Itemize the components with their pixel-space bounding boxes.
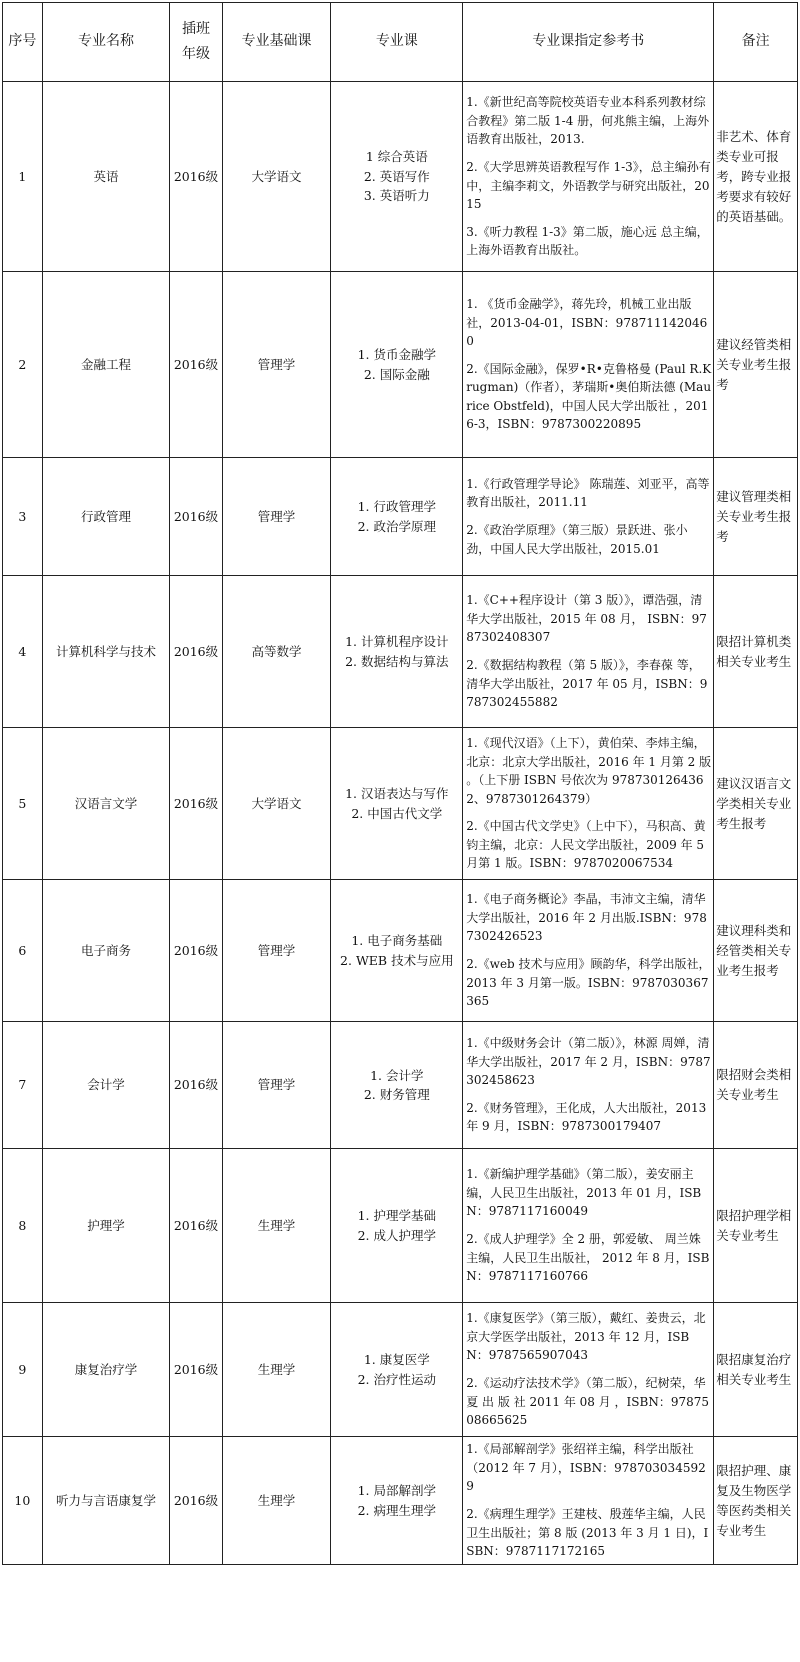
row-major: 汉语言文学 (42, 728, 170, 880)
row-major: 英语 (42, 82, 170, 272)
row-courses (331, 458, 463, 576)
row-courses (331, 1303, 463, 1437)
row-major: 康复治疗学 (42, 1303, 170, 1437)
row-basic-course: 生理学 (222, 1149, 331, 1303)
header-note: 备注 (714, 3, 798, 82)
row-note: 建议汉语言文学类相关专业考生报考 (714, 728, 798, 880)
row-seq: 9 (3, 1303, 43, 1437)
row-grade: 2016级 (170, 728, 222, 880)
reference-item: 2.《大学思辨英语教程写作 1-3》，总主编孙有中，主编李莉文，外语教学与研究出版社，2015 (466, 159, 711, 212)
row-major: 金融工程 (42, 272, 170, 458)
header-basic-course: 专业基础课 (222, 3, 331, 82)
course-item: 2. 数据结构与算法 (345, 653, 449, 669)
reference-item: 3.《听力教程 1-3》第二版，施心远 总主编，上海外语教育出版社。 (466, 224, 709, 258)
course-item: 1. 局部解剖学 (357, 1483, 437, 1499)
table-body (3, 82, 798, 1565)
course-item: 2. 病理生理学 (357, 1502, 437, 1518)
row-note: 建议理科类和经管类相关专业考生报考 (714, 880, 798, 1022)
row-basic-course: 高等数学 (222, 576, 331, 728)
reference-item: 2.《成人护理学》全 2 册，郭爱敏、 周兰姝主编，人民卫生出版社， 2012 年 8 月，ISBN：9787117160766 (466, 1232, 710, 1284)
course-item: 1. 电子商务基础 (351, 933, 443, 949)
row-seq: 10 (3, 1437, 43, 1565)
header-grade-line2: 年级 (181, 46, 210, 62)
course-item: 1. 汉语表达与写作 (345, 786, 449, 802)
reference-item: 1.《电子商务概论》李晶，韦沛文主编，清华大学出版社，2016 年 2 月出版.ISBN：9787302426523 (466, 892, 707, 944)
row-courses (331, 82, 463, 272)
table-row (3, 458, 798, 576)
reference-item: 1.《新编护理学基础》（第二版），姜安丽主编，人民卫生出版社，2013 年 01 月，ISBN：9787117160049 (466, 1167, 702, 1219)
table-row (3, 880, 798, 1022)
row-courses (331, 1149, 463, 1303)
row-courses (331, 576, 463, 728)
row-note: 限招财会类相关专业考生 (714, 1022, 798, 1149)
course-item: 2. 英语写作 (363, 168, 430, 184)
course-item: 1. 计算机程序设计 (345, 634, 449, 650)
table-row (3, 728, 798, 880)
row-references (463, 272, 714, 458)
row-major: 电子商务 (42, 880, 170, 1022)
reference-item: 1.《新世纪高等院校英语专业本科系列教材综合教程》第二版 1-4 册，何兆熊主编，上海外语教育出版社，2013. (466, 95, 710, 147)
row-basic-course: 管理学 (222, 458, 331, 576)
row-grade: 2016级 (170, 576, 222, 728)
reference-item: 2.《运动疗法技术学》（第二版），纪树荣，华 夏 出 版 社 2011 年 08 月 ，ISBN：9787508665625 (466, 1376, 709, 1428)
row-basic-course: 管理学 (222, 272, 331, 458)
admission-table (2, 2, 798, 1565)
header-grade (170, 3, 222, 82)
row-references (463, 1022, 714, 1149)
row-note: 限招护理、康复及生物医学等医药类相关专业考生 (714, 1437, 798, 1565)
row-references (463, 880, 714, 1022)
row-courses (331, 272, 463, 458)
row-courses (331, 1022, 463, 1149)
row-note: 非艺术、体育类专业可报考，跨专业报考要求有较好的英语基础。 (714, 82, 798, 272)
row-note: 建议管理类相关专业考生报考 (714, 458, 798, 576)
row-references (463, 1149, 714, 1303)
row-grade: 2016级 (170, 1149, 222, 1303)
row-major: 听力与言语康复学 (42, 1437, 170, 1565)
row-grade: 2016级 (170, 82, 222, 272)
course-item: 1. 护理学基础 (357, 1208, 437, 1224)
header-major: 专业名称 (42, 3, 170, 82)
reference-item: 2.《数据结构教程（第 5 版）》，李春葆 等，清华大学出版社，2017 年 05 月，ISBN：9787302455882 (466, 658, 708, 710)
reference-item: 1.《行政管理学导论》 陈瑞莲、刘亚平，高等教育出版社，2011.11 (466, 476, 710, 510)
header-references: 专业课指定参考书 (463, 3, 714, 82)
row-major: 行政管理 (42, 458, 170, 576)
row-references (463, 728, 714, 880)
row-seq: 3 (3, 458, 43, 576)
reference-item: 1. 《货币金融学》，蒋先玲，机械工业出版社，2013-04-01，ISBN：9787111420460 (466, 296, 708, 349)
course-item: 2. WEB 技术与应用 (340, 952, 454, 968)
table-row (3, 576, 798, 728)
reference-item: 2.《病理生理学》王建枝、殷莲华主编，人民卫生出版社；第 8 版 (2013 年 3 月 1 日)，ISBN：9787117172165 (466, 1507, 709, 1559)
row-grade: 2016级 (170, 272, 222, 458)
row-note: 限招计算机类相关专业考生 (714, 576, 798, 728)
reference-item: 2.《web 技术与应用》顾韵华，科学出版社，2013 年 3 月第一版。ISBN：9787030367365 (466, 957, 711, 1009)
course-item: 1. 行政管理学 (357, 499, 437, 515)
table-row (3, 1437, 798, 1565)
reference-item: 2.《政治学原理》（第三版）景跃进、张小劲，中国人民大学出版社，2015.01 (466, 523, 688, 556)
table-row (3, 1022, 798, 1149)
row-references (463, 576, 714, 728)
reference-item: 2.《财务管理》，王化成，人大出版社，2013 年 9 月，ISBN：9787300179407 (466, 1100, 707, 1134)
course-item: 1 综合英语 (365, 149, 428, 165)
row-seq: 7 (3, 1022, 43, 1149)
row-references (463, 1437, 714, 1565)
row-seq: 4 (3, 576, 43, 728)
row-courses (331, 728, 463, 880)
course-item: 1. 货币金融学 (357, 347, 437, 363)
header-courses: 专业课 (331, 3, 463, 82)
course-item: 1. 康复医学 (363, 1352, 430, 1368)
row-note: 限招康复治疗相关专业考生 (714, 1303, 798, 1437)
row-seq: 6 (3, 880, 43, 1022)
row-grade: 2016级 (170, 880, 222, 1022)
table-row (3, 1303, 798, 1437)
course-item: 2. 国际金融 (363, 366, 430, 382)
row-major: 会计学 (42, 1022, 170, 1149)
reference-item: 1.《康复医学》（第三版），戴红、姜贵云，北京大学医学出版社，2013 年 12 月，ISBN：9787565907043 (466, 1311, 706, 1363)
reference-item: 1.《局部解剖学》张绍祥主编，科学出版社（2012 年 7 月），ISBN：9787030345929 (466, 1442, 706, 1494)
row-references (463, 1303, 714, 1437)
row-basic-course: 大学语文 (222, 728, 331, 880)
row-basic-course: 管理学 (222, 880, 331, 1022)
course-item: 2. 中国古代文学 (351, 805, 443, 821)
row-references (463, 82, 714, 272)
table-row (3, 1149, 798, 1303)
row-courses (331, 880, 463, 1022)
row-grade: 2016级 (170, 458, 222, 576)
header-seq: 序号 (3, 3, 43, 82)
course-item: 2. 政治学原理 (357, 518, 437, 534)
row-seq: 2 (3, 272, 43, 458)
row-note: 建议经管类相关专业考生报考 (714, 272, 798, 458)
row-major: 护理学 (42, 1149, 170, 1303)
reference-item: 1.《现代汉语》（上下），黄伯荣、李炜主编，北京：北京大学出版社，2016 年 1 月第 2 版 。（上下册 ISBN 号依次为 9787301264362、9787301264379） (466, 735, 712, 806)
reference-item: 2.《国际金融》，保罗•R•克鲁格曼 (Paul R.Krugman)（作者），茅瑞斯•奥伯斯法德 (Maurice Obstfeld)，中国人民大学出版社 ，2016-3，ISBN：9787300220895 (466, 361, 712, 432)
row-courses (331, 1437, 463, 1565)
header-grade-line1: 插班 (181, 20, 210, 37)
row-grade: 2016级 (170, 1022, 222, 1149)
course-item: 2. 成人护理学 (357, 1227, 437, 1243)
row-basic-course: 生理学 (222, 1437, 331, 1565)
row-seq: 1 (3, 82, 43, 272)
row-basic-course: 管理学 (222, 1022, 331, 1149)
row-basic-course: 大学语文 (222, 82, 331, 272)
row-grade: 2016级 (170, 1303, 222, 1437)
reference-item: 2.《中国古代文学史》（上中下），马积高、黄钧主编，北京：人民文学出版社，2009 年 5 月第 1 版。ISBN：9787020067534 (466, 819, 706, 871)
course-item: 3. 英语听力 (363, 188, 430, 204)
row-seq: 8 (3, 1149, 43, 1303)
course-item: 2. 财务管理 (363, 1087, 430, 1102)
row-major: 计算机科学与技术 (42, 576, 170, 728)
header-row (3, 3, 798, 82)
reference-item: 1.《中级财务会计（第二版）》，林源 周婵，清华大学出版社，2017 年 2 月，ISBN：9787302458623 (466, 1036, 711, 1088)
row-note: 限招护理学相关专业考生 (714, 1149, 798, 1303)
row-references (463, 458, 714, 576)
row-grade: 2016级 (170, 1437, 222, 1565)
table-row (3, 82, 798, 272)
reference-item: 1.《C++程序设计（第 3 版）》，谭浩强，清华大学出版社，2015 年 08 月， ISBN：9787302408307 (466, 593, 707, 645)
course-item: 1. 会计学 (370, 1067, 424, 1083)
row-basic-course: 生理学 (222, 1303, 331, 1437)
course-item: 2. 治疗性运动 (357, 1371, 437, 1387)
row-seq: 5 (3, 728, 43, 880)
table-row (3, 272, 798, 458)
